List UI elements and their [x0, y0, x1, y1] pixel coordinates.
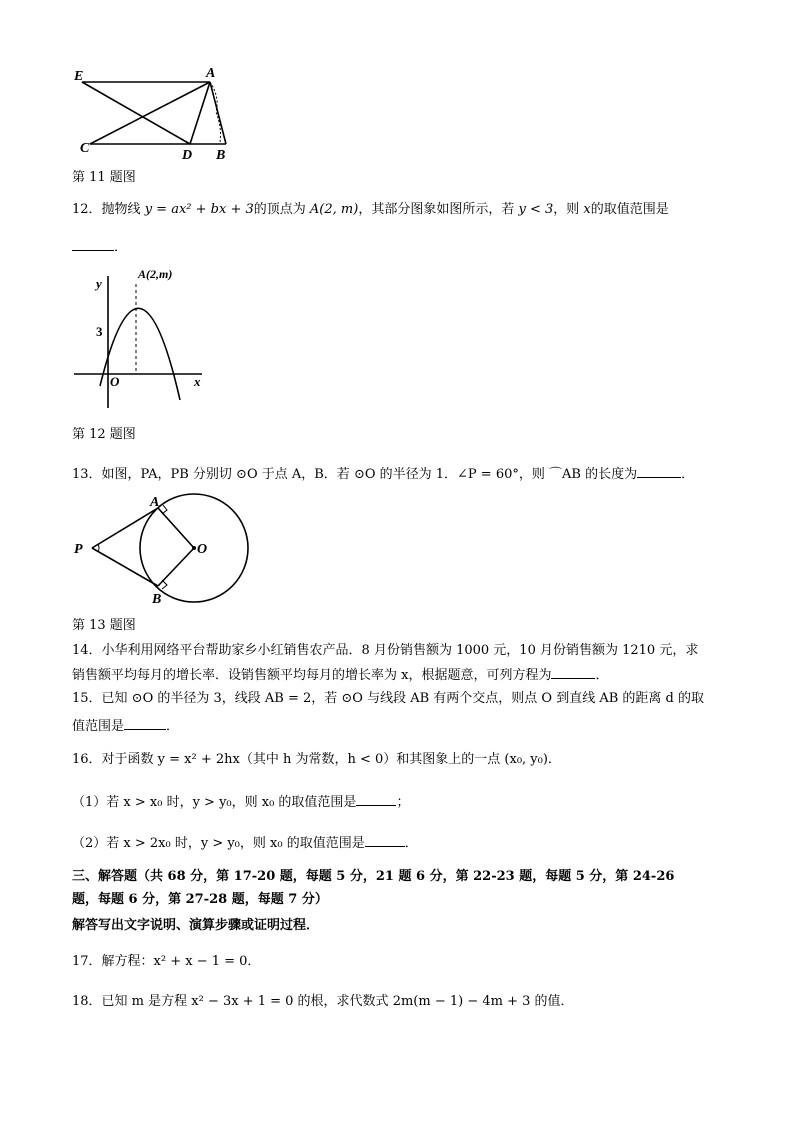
fig13-label-O: O [197, 542, 208, 557]
q15-answer-blank[interactable] [124, 716, 166, 730]
q14-end: ． [595, 668, 609, 683]
q15-line1: 15．已知 ⊙O 的半径为 3，线段 AB = 2，若 ⊙O 与线段 AB 有两个交点，则点 O 到直线 AB 的距离 d 的取 [72, 691, 704, 706]
fig13-caption: 第 13 题图 [72, 618, 136, 633]
q12-cond: y < 3 [518, 202, 554, 217]
q16-part2-end: ． [404, 836, 418, 851]
fig11-caption: 第 11 题图 [72, 170, 136, 185]
fig12-label-vertex: A(2,m) [138, 267, 173, 281]
q16-part1 [72, 792, 409, 812]
fig12-label-y: y [96, 276, 102, 291]
fig12-label-O: O [110, 374, 120, 389]
question-12 [72, 201, 669, 219]
q13-end: ． [681, 467, 695, 482]
fig12-label-x: x [194, 374, 201, 389]
section3-instructions: 解答写出文字说明、演算步骤或证明过程． [72, 918, 320, 933]
q16-part2 [72, 833, 418, 853]
question-13 [72, 464, 694, 484]
q14-answer-blank[interactable] [551, 665, 595, 679]
q16-part2-text: （2）若 x > 2x₀ 时，y > y₀，则 x₀ 的取值范围是 [72, 836, 365, 851]
fig13-label-B: B [152, 592, 162, 607]
q12-formula: y = ax² + bx + 3 [144, 202, 254, 217]
q12-text1: 抛物线 [101, 202, 141, 217]
q14-line2 [72, 665, 608, 685]
fig12-caption: 第 12 题图 [72, 427, 136, 442]
q16-part1-text: （1）若 x > x₀ 时，y > y₀，则 x₀ 的取值范围是 [72, 795, 357, 810]
q12-number: 12． [72, 202, 102, 217]
q14-line1: 14．小华利用网络平台帮助家乡小红销售农产品．8 月份销售额为 1000 元，10 月份销售额为 1210 元，求 [72, 643, 699, 658]
fig13-label-P: P [74, 542, 83, 557]
fig12-label-3: 3 [96, 324, 103, 339]
section3-line1: 三、解答题（共 68 分，第 17-20 题，每题 5 分，21 题 6 分，第 22-23 题，每题 5 分，第 24-26 [72, 869, 675, 884]
question-18: 18．已知 m 是方程 x² − 3x + 1 = 0 的根，求代数式 2m(m − 1) − 4m + 3 的值． [72, 994, 574, 1009]
q15-end: ． [166, 719, 180, 734]
fig13-center-point [192, 546, 196, 550]
q12-vertex: A(2, m) [309, 202, 359, 217]
section3-line2: 题，每题 6 分，第 27-28 题，每题 7 分） [72, 892, 328, 907]
q14-line2-text: 销售额平均每月的增长率．设销售额平均每月的增长率为 x，根据题意，可列方程为 [72, 668, 552, 683]
q15-line2-text: 值范围是 [72, 719, 125, 734]
q12-text3: ，其部分图象如图所示，若 [358, 202, 515, 217]
q16-part1-end: ； [396, 795, 410, 810]
fig11-label-B: B [216, 148, 226, 162]
q13-text: 13．如图，PA，PB 分别切 ⊙O 于点 A，B．若 ⊙O 的半径为 1．∠P = 60°，则 ⌒AB 的长度为 [72, 467, 638, 482]
fig11-label-C: C [80, 141, 90, 156]
fig11-label-E: E [74, 69, 84, 84]
q16-stem: 16．对于函数 y = x² + 2hx（其中 h 为常数，h < 0）和其图象上的一点 (x₀, y₀)． [72, 752, 561, 767]
q12-end: ． [114, 240, 128, 255]
q16-part1-blank[interactable] [356, 792, 396, 806]
figure-12 [70, 262, 215, 412]
q12-var: x [583, 202, 591, 217]
fig11-label-A: A [206, 66, 216, 81]
figure-13 [70, 490, 255, 612]
q12-answer-blank[interactable] [72, 237, 114, 251]
fig11-label-D: D [182, 148, 193, 162]
q16-part2-blank[interactable] [365, 833, 405, 847]
q12-answer-line [72, 237, 127, 257]
q15-line2 [72, 716, 179, 736]
question-17: 17．解方程：x² + x − 1 = 0． [72, 954, 261, 969]
q12-text4: ，则 [553, 202, 580, 217]
figure-11 [70, 62, 240, 162]
q12-text2: 的顶点为 [253, 202, 306, 217]
q12-text5: 的取值范围是 [590, 202, 669, 217]
q13-answer-blank[interactable] [637, 464, 681, 478]
fig13-label-A: A [150, 495, 160, 510]
